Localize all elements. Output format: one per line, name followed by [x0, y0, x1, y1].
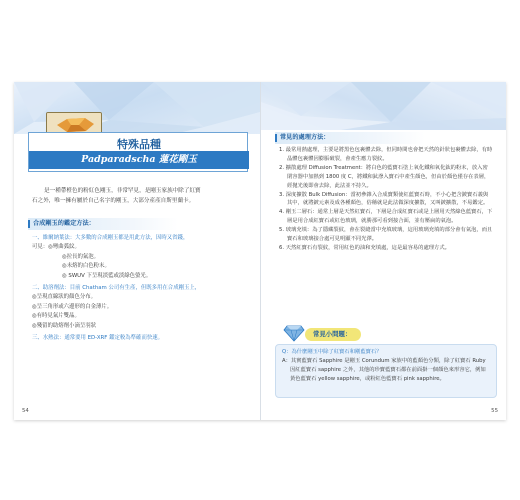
method-line: ◎呈現直線狀的顏色分布。: [32, 294, 97, 301]
list-item: 1. 最常用熱處理，主要是將黑色包裹體去除，但同時間也會把天然的針狀包裹體去除，有時晶體包裹體因膨脹破裂，會產生應力裂紋。: [279, 147, 493, 162]
right-page: [260, 82, 506, 420]
page-title: 特殊品種: [117, 138, 161, 151]
method-line: 一、維爾納葉法：大多數的合成剛玉都是用此方法，因時又省錢，: [32, 235, 189, 241]
tips-answer: A：其實藍寶石 Sapphire 是剛玉 Corundum 家族中的藍顏色分類，除了紅寶石 Ruby 因紅藍寶石 sapphire 之外，其他的珍寶藍寶石都在前面掛一個顏色來形容它，例如黃色藍寶石 yellow sapphire，或粉紅色藍寶石 pink sapphire。: [282, 357, 486, 382]
tips-box: [275, 344, 497, 398]
method-line: 二、助溶劑法：目前 Chatham 公司有生產，但既多用在合成剛玉上，: [32, 285, 201, 292]
page-number: 54: [22, 408, 29, 414]
method-line: ◎未熔的白色粉末。: [62, 263, 110, 270]
list-item: 6. 天然紅寶石有裂紋，常用紅色的油和充填處，這是最容易的處理方式。: [279, 244, 450, 251]
diamond-icon: [283, 322, 305, 342]
treatment-methods-list: [279, 146, 493, 253]
identification-methods: [32, 234, 248, 343]
method-line: ◎呈三角形或六邊形的白金薄片。: [32, 303, 113, 310]
page-number: 55: [491, 408, 498, 414]
method-line: ◎拉長的氣泡。: [62, 253, 100, 260]
geometric-pattern-icon: [261, 82, 506, 130]
intro-line: 是一種帶橙色的粉紅色剛玉，非常罕見，是剛玉家族中除了紅寶: [44, 188, 201, 194]
list-item: 5. 玻璃充填：為了隱藏裂紋，會在裂縫當中充填玻璃，這用玻璃充填的部分會有氣泡，而且寶石和玻璃接合處可見明顯不同光澤。: [279, 227, 493, 243]
method-line: 三、水熱法：通常要用 ED-XRF 鑑定較為準確而快速。: [32, 335, 164, 342]
method-line: ◎ SWUV 下呈現淡藍或淡綠色螢光。: [62, 272, 152, 279]
tips-question: Q：為什麼剛玉中除了紅寶石和剛藍寶石？: [282, 349, 382, 355]
method-line: 可見：◎彎曲弧紋。: [32, 244, 80, 251]
synthetic-identification-heading: 合成剛玉的鑑定方法：: [28, 218, 178, 230]
page-subtitle: Padparadscha 蓮花剛玉: [29, 151, 249, 169]
method-line: ◎殘留的助熔劑小滴呈羽狀: [32, 322, 97, 329]
book-spread: [14, 82, 506, 420]
list-item: 3. 深度擴散 Bulk Diffusion：當初參雜入合成寶類使紅藍寶石時，不小心把含鈹寶石義與其中，就將鈹元素及成各種顏色，俗稱就是此法做深度擴散，又叫鈹擴散，不易鑑定。: [279, 191, 489, 207]
treatment-methods-heading: 常見的處理方法：: [275, 132, 425, 144]
list-item: 4. 剛玉二層石：通常上層是天然紅寶石，下層是合成紅寶石或是上層用天然綠色藍寶石，下層是用合成紅寶石或紅色玻璃，就勝那可看到接合面，並有壓扁的氣泡。: [279, 209, 493, 225]
article-title-box: [28, 132, 248, 172]
left-page: [14, 82, 260, 420]
intro-line: 石之外，唯一擁有屬於自己名字的剛玉，大部分產產自斯里蘭卡。: [32, 198, 195, 204]
intro-paragraph: [32, 186, 246, 206]
method-line: ◎有時見氣片雙晶。: [32, 313, 80, 320]
tips-heading: 常見小問題：: [305, 328, 361, 341]
header-band: [261, 82, 506, 130]
list-item: 2. 擴散處理 Diffusion Treatment：將白色的藍寶石塗上氧化鐵和氧化鈦的粉末，放入密閉容器中加熱到 1800 度 C，將鐵和鈦滲入寶石中產生顏色，但由於顏色僅存在表層，經拋光後即會去除，此法並不持久。: [279, 164, 490, 189]
